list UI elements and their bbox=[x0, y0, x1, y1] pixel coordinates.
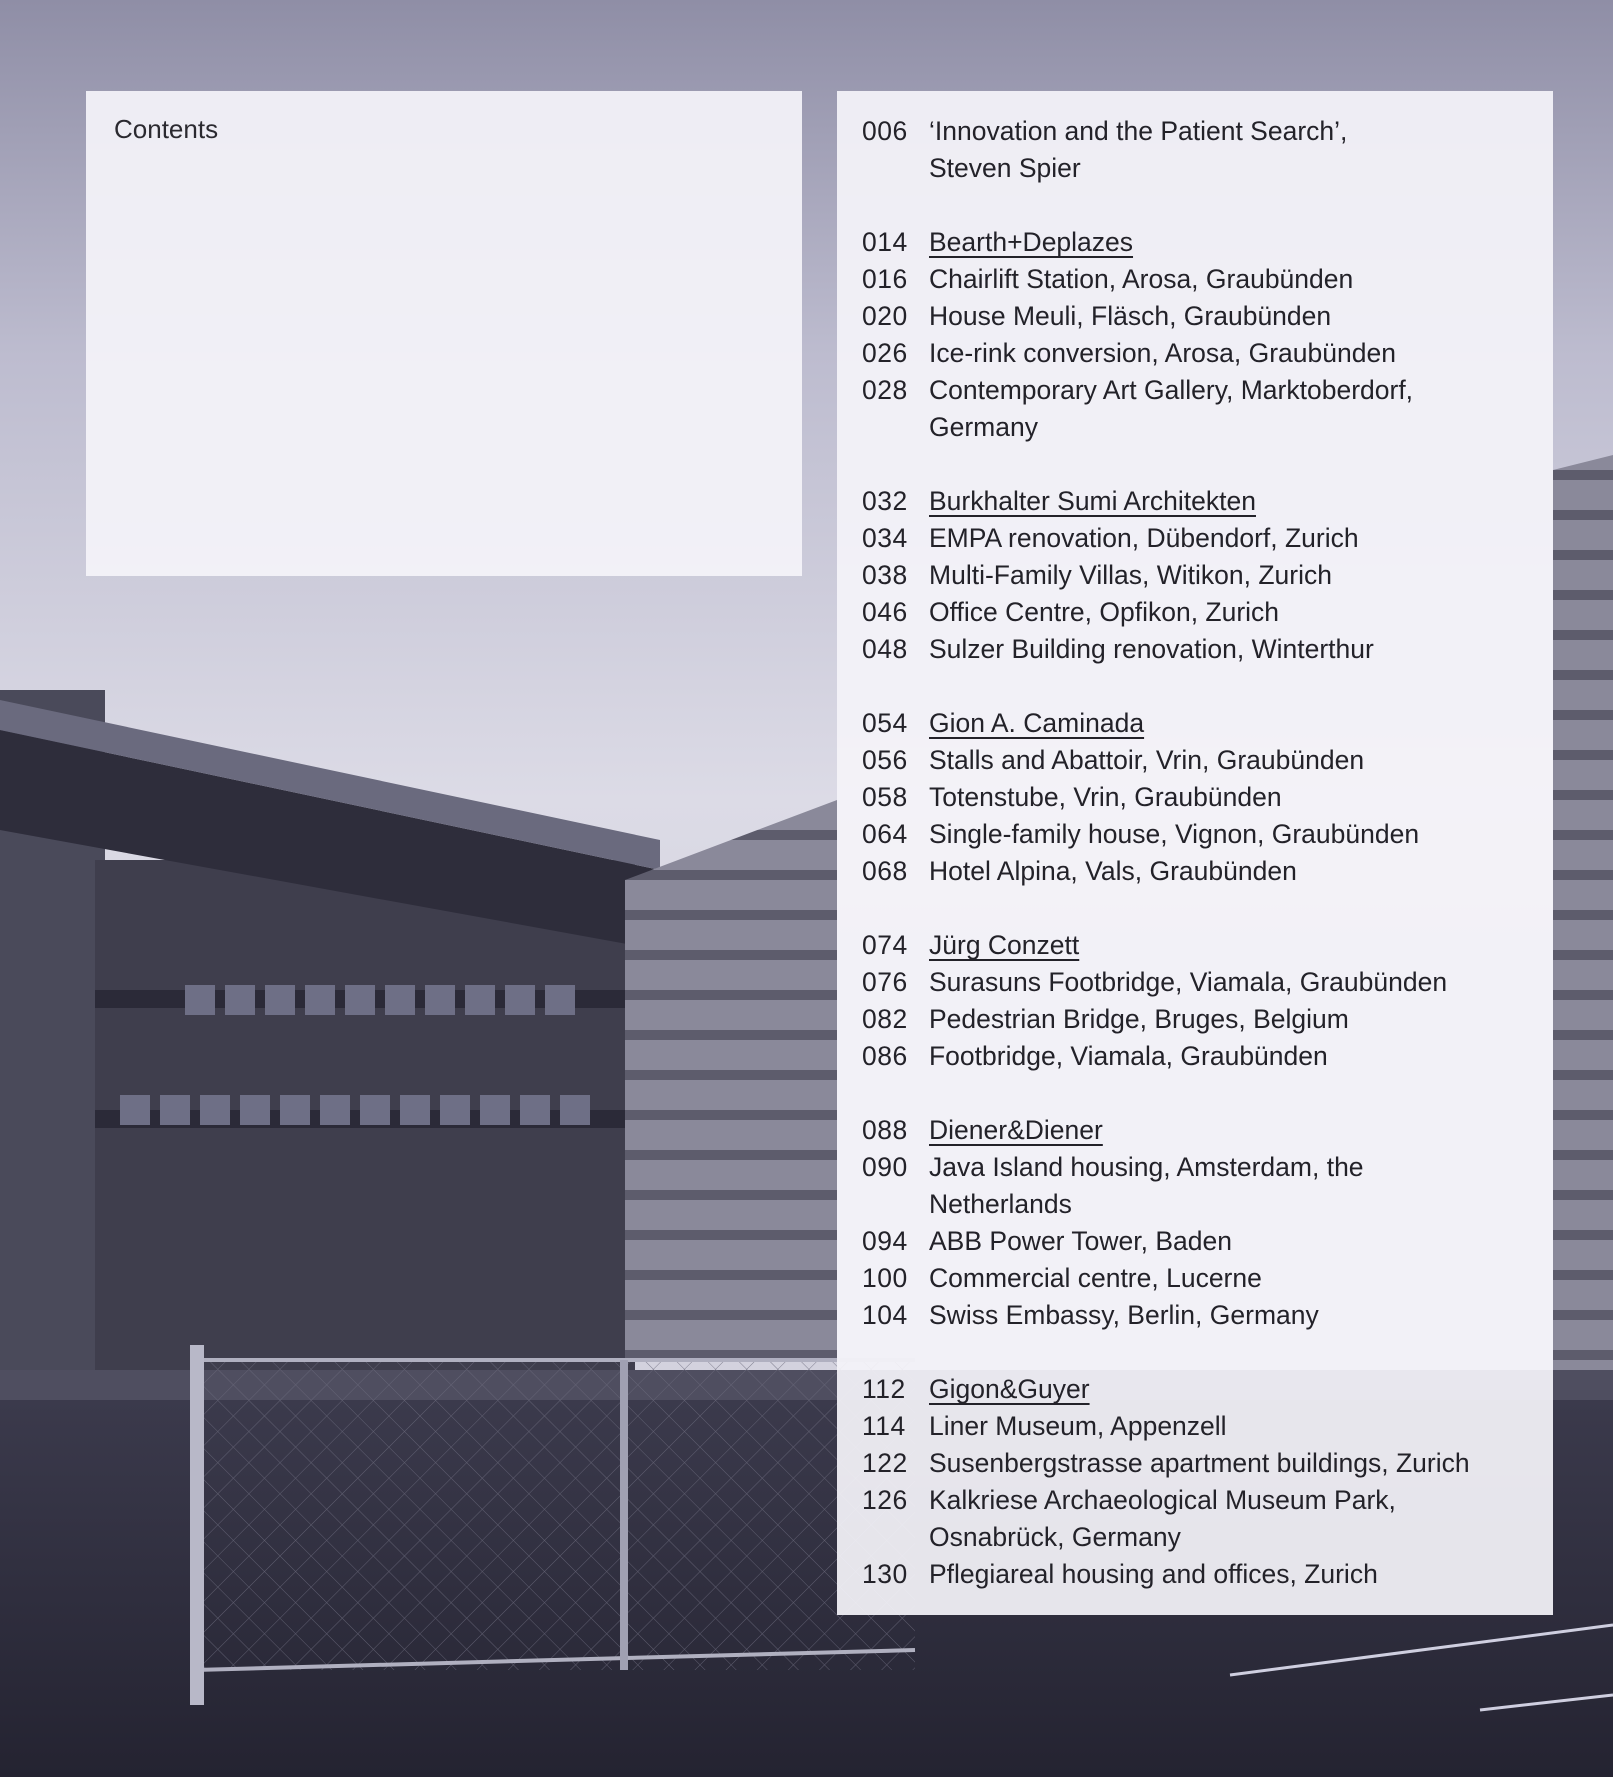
toc-architect-name: Bearth+Deplazes bbox=[929, 227, 1134, 257]
toc-page-number: 104 bbox=[862, 1300, 908, 1330]
toc-page-number: 006 bbox=[862, 116, 908, 146]
toc-page-number: 056 bbox=[862, 745, 908, 775]
toc-page-number: 114 bbox=[862, 1411, 906, 1441]
toc-page-number: 082 bbox=[862, 1004, 908, 1034]
toc-entry bbox=[862, 1149, 1542, 1223]
toc-project-title: Footbridge, Viamala, Graubünden bbox=[929, 1041, 1328, 1071]
group-spacer bbox=[862, 890, 1542, 927]
toc-entry bbox=[862, 1482, 1542, 1556]
toc-entry bbox=[862, 1223, 1542, 1260]
toc-page-number: 026 bbox=[862, 338, 908, 368]
toc-page-number: 048 bbox=[862, 634, 908, 664]
toc-section-heading bbox=[862, 483, 1542, 520]
toc-entry bbox=[862, 594, 1542, 631]
toc-project-title: Swiss Embassy, Berlin, Germany bbox=[929, 1300, 1319, 1330]
toc-entry bbox=[862, 113, 1542, 187]
toc-page-number: 094 bbox=[862, 1226, 908, 1256]
contents-heading: Contents bbox=[114, 114, 219, 144]
toc-architect-name: Jürg Conzett bbox=[929, 930, 1080, 960]
toc-entry bbox=[862, 261, 1542, 298]
toc-entry bbox=[862, 631, 1542, 668]
toc-entry bbox=[862, 520, 1542, 557]
toc-project-title: Susenbergstrasse apartment buildings, Zurich bbox=[929, 1448, 1470, 1478]
toc-page-number: 122 bbox=[862, 1448, 908, 1478]
toc-architect-name: Gion A. Caminada bbox=[929, 708, 1145, 738]
toc-project-title: ‘Innovation and the Patient Search’, Steven Spier bbox=[929, 116, 1348, 183]
toc-project-title: Office Centre, Opfikon, Zurich bbox=[929, 597, 1280, 627]
toc-entry bbox=[862, 298, 1542, 335]
toc-project-title: Liner Museum, Appenzell bbox=[929, 1411, 1227, 1441]
toc-section-heading bbox=[862, 1112, 1542, 1149]
toc-page-number: 032 bbox=[862, 486, 908, 516]
group-spacer bbox=[862, 446, 1542, 483]
group-spacer bbox=[862, 1334, 1542, 1371]
toc-project-title: Totenstube, Vrin, Graubünden bbox=[929, 782, 1282, 812]
toc-page-number: 086 bbox=[862, 1041, 908, 1071]
toc-section-heading bbox=[862, 224, 1542, 261]
group-spacer bbox=[862, 1075, 1542, 1112]
toc-page-number: 046 bbox=[862, 597, 908, 627]
toc-project-title: Contemporary Art Gallery, Marktoberdorf, Germany bbox=[929, 375, 1414, 442]
toc-page-number: 088 bbox=[862, 1115, 908, 1145]
toc-project-title: Pedestrian Bridge, Bruges, Belgium bbox=[929, 1004, 1349, 1034]
toc-project-title: Sulzer Building renovation, Winterthur bbox=[929, 634, 1374, 664]
toc-page-number: 112 bbox=[862, 1374, 906, 1404]
toc-project-title: Single-family house, Vignon, Graubünden bbox=[929, 819, 1420, 849]
toc-project-title: Stalls and Abattoir, Vrin, Graubünden bbox=[929, 745, 1365, 775]
toc-project-title: Multi-Family Villas, Witikon, Zurich bbox=[929, 560, 1332, 590]
toc-page-number: 064 bbox=[862, 819, 908, 849]
toc-entry bbox=[862, 1408, 1542, 1445]
toc-project-title: Commercial centre, Lucerne bbox=[929, 1263, 1262, 1293]
toc-entry bbox=[862, 779, 1542, 816]
toc-project-title: Chairlift Station, Arosa, Graubünden bbox=[929, 264, 1354, 294]
toc-entry bbox=[862, 1445, 1542, 1482]
toc-entry bbox=[862, 1297, 1542, 1334]
toc-entry bbox=[862, 1556, 1542, 1593]
table-of-contents bbox=[862, 113, 1542, 1593]
toc-section-heading bbox=[862, 1371, 1542, 1408]
toc-project-title: EMPA renovation, Dübendorf, Zurich bbox=[929, 523, 1359, 553]
toc-section-heading bbox=[862, 927, 1542, 964]
toc-page-number: 074 bbox=[862, 930, 908, 960]
toc-page-number: 090 bbox=[862, 1152, 908, 1182]
toc-entry bbox=[862, 372, 1542, 446]
toc-project-title: Surasuns Footbridge, Viamala, Graubünden bbox=[929, 967, 1448, 997]
contents-panel bbox=[86, 91, 802, 576]
toc-page-number: 126 bbox=[862, 1485, 908, 1515]
toc-architect-name: Gigon&Guyer bbox=[929, 1374, 1090, 1404]
toc-page-number: 028 bbox=[862, 375, 908, 405]
toc-architect-name: Burkhalter Sumi Architekten bbox=[929, 486, 1256, 516]
toc-page-number: 034 bbox=[862, 523, 908, 553]
toc-architect-name: Diener&Diener bbox=[929, 1115, 1103, 1145]
toc-section-heading bbox=[862, 705, 1542, 742]
toc-page-number: 054 bbox=[862, 708, 908, 738]
toc-entry bbox=[862, 335, 1542, 372]
toc-project-title: Java Island housing, Amsterdam, the Netherlands bbox=[929, 1152, 1364, 1219]
toc-entry bbox=[862, 557, 1542, 594]
toc-entry bbox=[862, 1260, 1542, 1297]
toc-page-number: 130 bbox=[862, 1559, 908, 1589]
toc-page-number: 014 bbox=[862, 227, 908, 257]
toc-project-title: Ice-rink conversion, Arosa, Graubünden bbox=[929, 338, 1396, 368]
toc-project-title: House Meuli, Fläsch, Graubünden bbox=[929, 301, 1332, 331]
toc-entry bbox=[862, 964, 1542, 1001]
toc-entry bbox=[862, 816, 1542, 853]
toc-page-number: 020 bbox=[862, 301, 908, 331]
group-spacer bbox=[862, 187, 1542, 224]
toc-project-title: Pflegiareal housing and offices, Zurich bbox=[929, 1559, 1378, 1589]
toc-page-number: 058 bbox=[862, 782, 908, 812]
toc-page-number: 038 bbox=[862, 560, 908, 590]
toc-project-title: Kalkriese Archaeological Museum Park, Osnabrück, Germany bbox=[929, 1485, 1396, 1552]
toc-entry bbox=[862, 742, 1542, 779]
toc-page-number: 016 bbox=[862, 264, 908, 294]
toc-entry bbox=[862, 1038, 1542, 1075]
toc-entry bbox=[862, 1001, 1542, 1038]
toc-page-number: 068 bbox=[862, 856, 908, 886]
toc-project-title: ABB Power Tower, Baden bbox=[929, 1226, 1232, 1256]
toc-page-number: 076 bbox=[862, 967, 908, 997]
toc-entry bbox=[862, 853, 1542, 890]
toc-project-title: Hotel Alpina, Vals, Graubünden bbox=[929, 856, 1297, 886]
toc-page-number: 100 bbox=[862, 1263, 908, 1293]
group-spacer bbox=[862, 668, 1542, 705]
